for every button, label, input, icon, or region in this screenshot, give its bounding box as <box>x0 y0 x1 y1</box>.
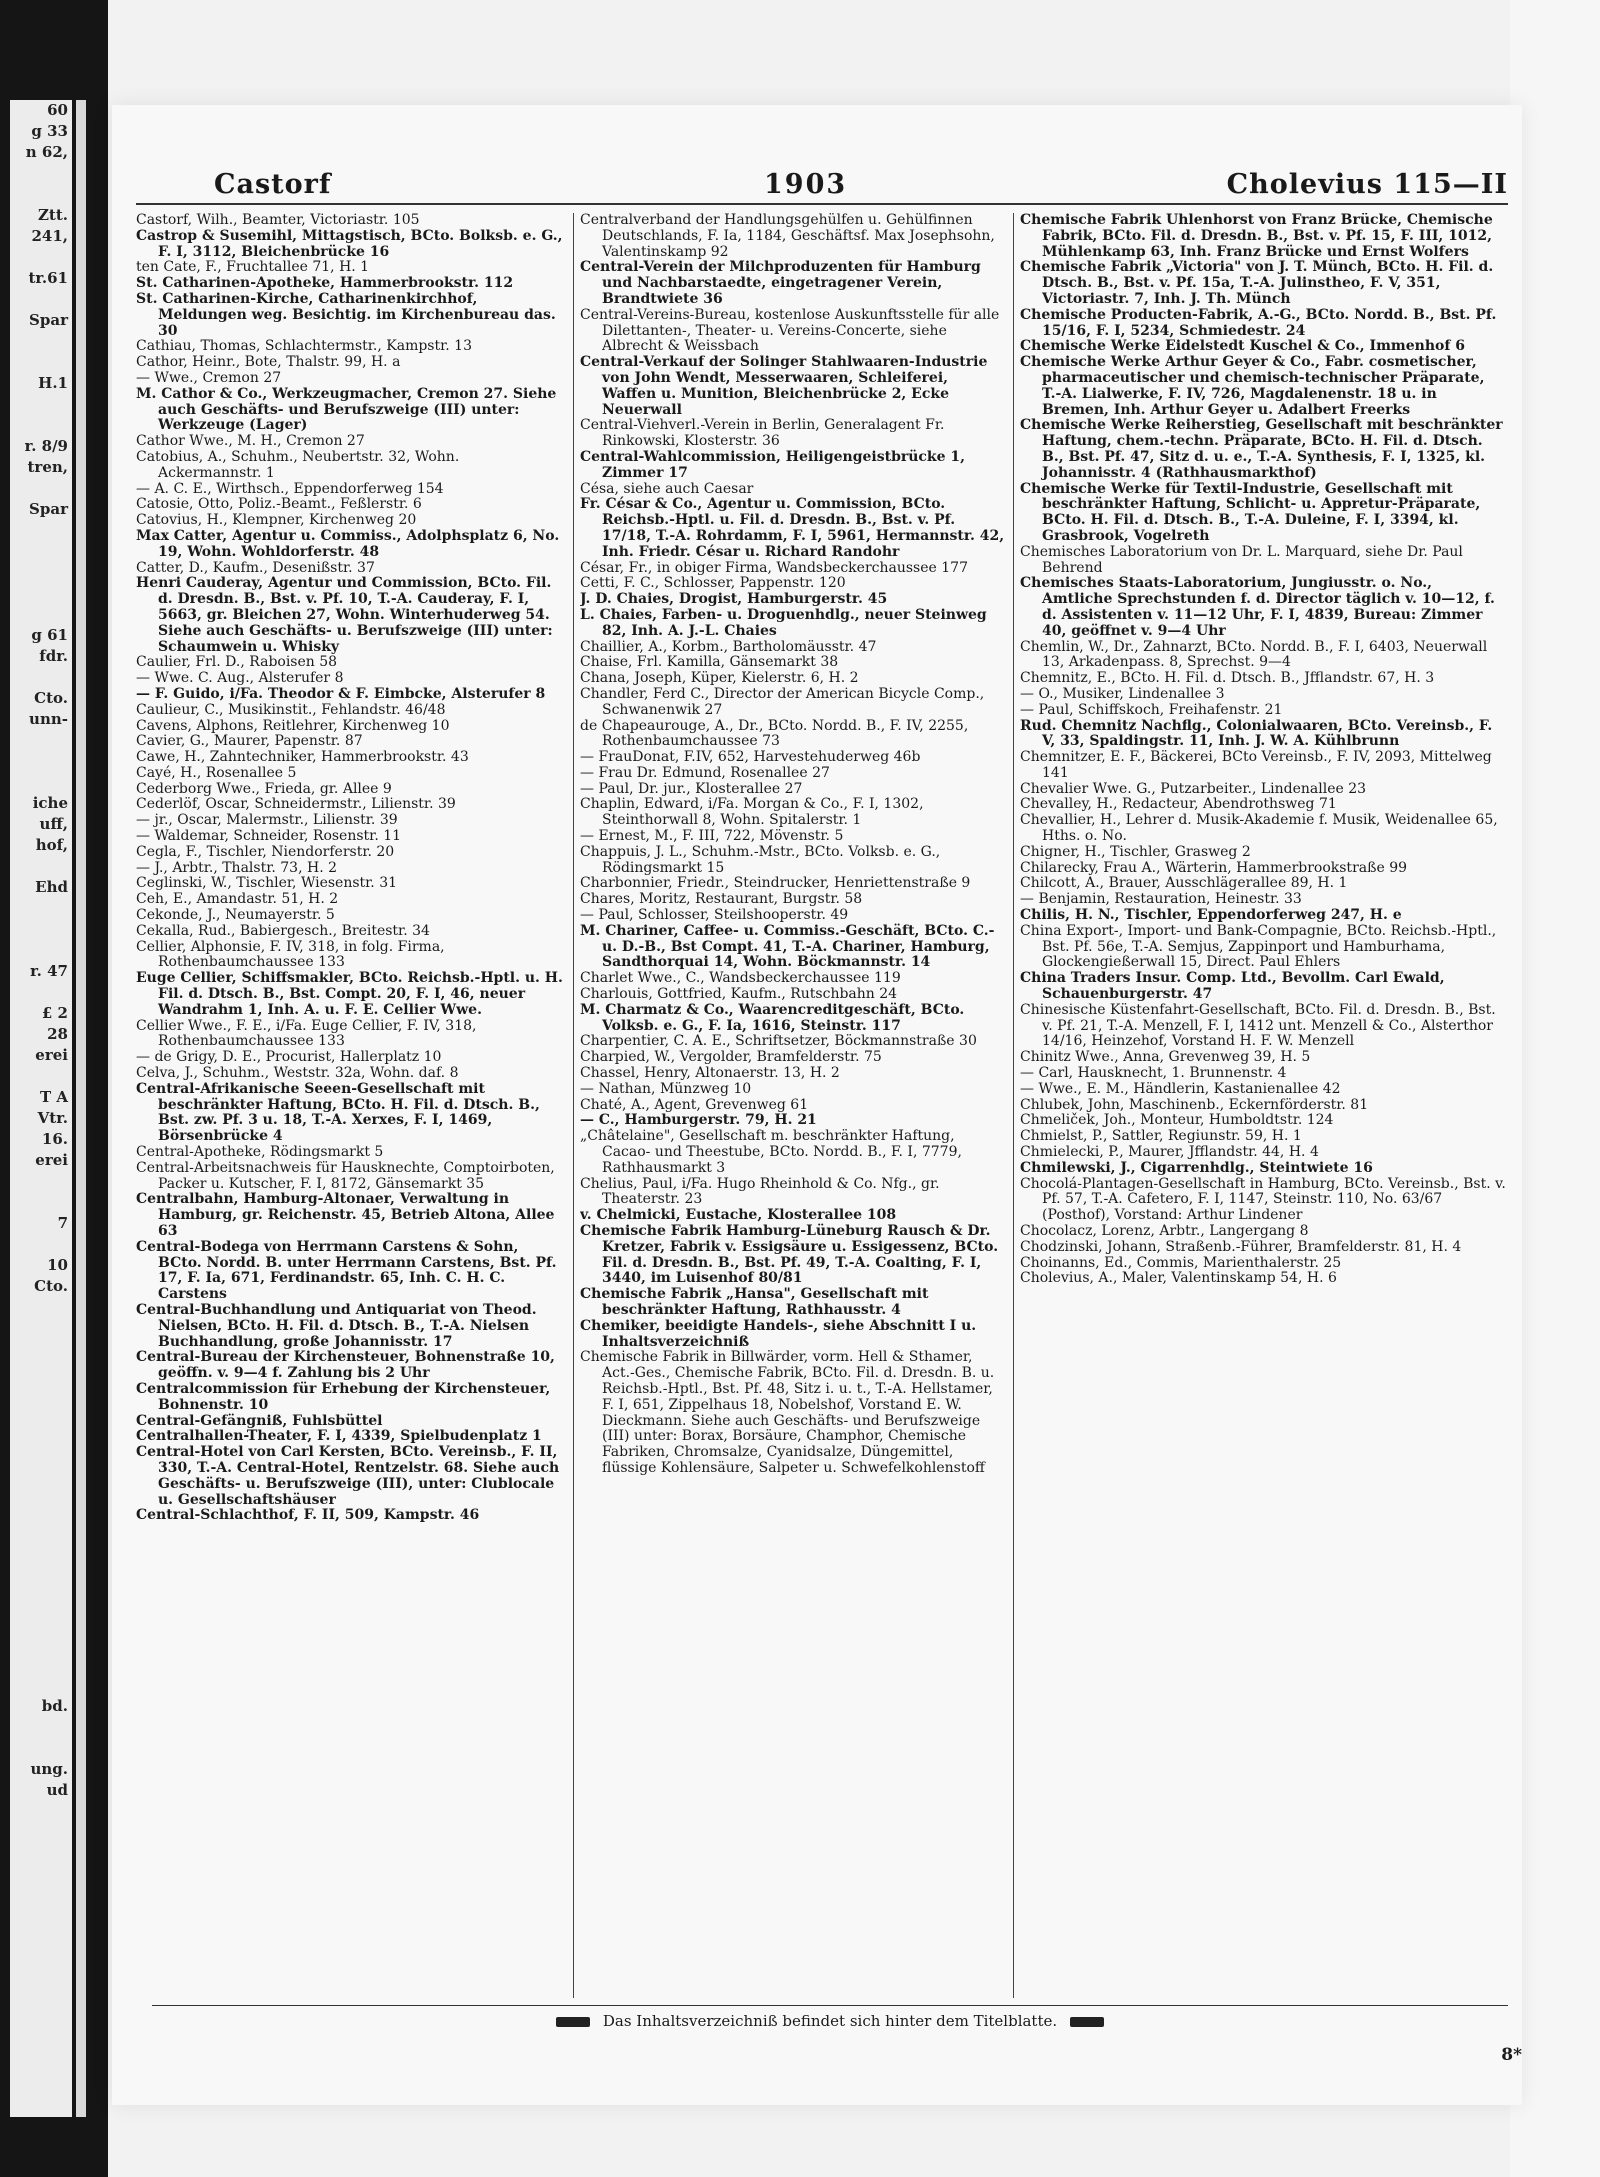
margin-fragment-line: 7 <box>57 1214 68 1232</box>
directory-entry: Central-Apotheke, Rödingsmarkt 5 <box>136 1144 384 1161</box>
directory-entry: Cekonde, J., Neumayerstr. 5 <box>136 907 335 924</box>
directory-entry: Chemnitz, E., BCto. H. Fil. d. Dtsch. B., Jfflandstr. 67, H. 3 <box>1020 670 1435 687</box>
directory-entry: de Chapeaurouge, A., Dr., BCto. Nordd. B., F. IV, 2255, Rothenbaumchaussee 73 <box>580 717 969 750</box>
directory-entry: Chigner, H., Tischler, Grasweg 2 <box>1020 843 1251 860</box>
directory-entry: Rud. Chemnitz Nachflg., Colonialwaaren, BCto. Vereinsb., F. V, 33, Spaldingstr. 11, Inh. J. W. A. Kühlbrunn <box>1020 717 1493 750</box>
margin-fragment-line <box>10 1570 68 1591</box>
directory-entry: Chemiker, beeidigte Handels-, siehe Abschnitt I u. Inhaltsverzeichniß <box>580 1317 977 1350</box>
margin-fragment-line: 60 <box>47 101 68 119</box>
directory-entry: Castorf, Wilh., Beamter, Victoriastr. 105 <box>136 213 420 228</box>
margin-fragment-line: hof, <box>35 836 68 854</box>
directory-entry: Centralverband der Handlungsgehülfen u. Gehülfinnen Deutschlands, F. Ia, 1184, Geschäftsf. Max Josephsohn, Valentinskamp 92 <box>580 213 995 260</box>
margin-fragment-line <box>10 478 68 499</box>
margin-fragment-line: £ 2 <box>41 1004 68 1022</box>
margin-fragment-line: Ehd <box>35 878 68 896</box>
directory-entry: Chemische Werke Arthur Geyer & Co., Fabr. cosmetischer, pharmaceutischer und chemisch-technischer Präparate, T.-A. Lialwerke, F. IV, 726, Magdalenenstr. 18 u. in Bremen, Inh. Arthur Geyer u. Adalbert Freerks <box>1020 354 1485 418</box>
directory-entry: — C., Hamburgerstr. 79, H. 21 <box>580 1112 817 1129</box>
directory-entry: Cavens, Alphons, Reitlehrer, Kirchenweg 10 <box>136 717 450 734</box>
directory-entry: Cellier Wwe., F. E., i/Fa. Euge Cellier, F. IV, 318, Rothenbaumchaussee 133 <box>136 1017 477 1050</box>
margin-fragment-line <box>10 415 68 436</box>
margin-fragment-line: 241, <box>31 227 68 245</box>
directory-page <box>112 105 1522 2105</box>
directory-entry: — Paul, Dr. jur., Klosterallee 27 <box>580 780 803 797</box>
directory-entry: Catovius, H., Klempner, Kirchenweg 20 <box>136 512 417 529</box>
margin-fragment-line: H.1 <box>38 374 68 392</box>
directory-entry: Central-Arbeitsnachweis für Hausknechte, Comptoirboten, Packer u. Kutscher, F. I, 8172, Gänsemarkt 35 <box>136 1159 555 1192</box>
margin-fragment-line <box>10 1402 68 1423</box>
right-margin <box>1510 0 1600 2177</box>
directory-entry: Centralhallen-Theater, F. I, 4339, Spielbudenplatz 1 <box>136 1428 542 1445</box>
directory-entry: Cawe, H., Zahntechniker, Hammerbrookstr. 43 <box>136 749 469 766</box>
directory-entry: Chemisches Staats-Laboratorium, Jungiusstr. o. No., Amtliche Sprechstunden f. d. Director täglich v. 10—12, f. d. Assistenten v. 11—12 Uhr, F. I, 4839, Bureau: Zimmer 40, geöffnet v. 9—4 Uhr <box>1020 575 1495 639</box>
header-first-name: Castorf <box>214 169 332 200</box>
directory-entry: Cavier, G., Maurer, Papenstr. 87 <box>136 733 363 750</box>
directory-entry: Chemisches Laboratorium von Dr. L. Marquard, siehe Dr. Paul Behrend <box>1020 543 1463 576</box>
margin-fragment-line: 16. <box>41 1130 68 1148</box>
margin-fragment-line <box>10 1192 68 1213</box>
directory-entry: v. Chelmicki, Eustache, Klosterallee 108 <box>580 1207 897 1224</box>
directory-entry: Castrop & Susemihl, Mittagstisch, BCto. Bolksb. e. G., F. I, 3112, Bleichenbrücke 16 <box>136 227 563 260</box>
directory-entry: Catosie, Otto, Poliz.-Beamt., Feßlerstr. 6 <box>136 496 422 513</box>
facing-page-fragment <box>10 100 72 2117</box>
margin-fragment-line: Spar <box>29 500 68 518</box>
margin-fragment-line <box>10 1318 68 1339</box>
margin-fragment-line: T A <box>39 1088 68 1106</box>
directory-entry: Charpentier, C. A. E., Schriftsetzer, Böckmannstraße 30 <box>580 1033 977 1050</box>
margin-fragment-line <box>10 1612 68 1633</box>
margin-fragment-line <box>10 583 68 604</box>
margin-fragment-line <box>10 856 68 877</box>
margin-fragment-line: Vtr. <box>37 1109 68 1127</box>
margin-fragment-line <box>10 772 68 793</box>
margin-fragment-line <box>10 667 68 688</box>
directory-entry: — A. C. E., Wirthsch., Eppendorferweg 154 <box>136 480 444 497</box>
margin-fragment-line <box>10 331 68 352</box>
directory-entry: Central-Viehverl.-Verein in Berlin, Generalagent Fr. Rinkowski, Klosterstr. 36 <box>580 417 945 450</box>
margin-fragment-line: r. 47 <box>30 962 68 980</box>
directory-entry: Chemnitzer, E. F., Bäckerei, BCto Vereinsb., F. IV, 2093, Mittelweg 141 <box>1020 749 1492 781</box>
margin-fragment-line <box>10 520 68 541</box>
directory-entry: M. Charmatz & Co., Waarencreditgeschäft, BCto. Volksb. e. G., F. Ia, 1616, Steinstr. 117 <box>580 1001 965 1034</box>
directory-entry: Chemische Fabrik Uhlenhorst von Franz Brücke, Chemische Fabrik, BCto. Fil. d. Dresdn. B., Bst. v. Pf. 15, F. III, 1012, Mühlenkamp 63, Inh. Franz Brücke und Ernst Wolfers <box>1020 213 1493 260</box>
facing-page-edge <box>0 0 108 2177</box>
directory-entry: Chandler, Ferd C., Director der American Bicycle Comp., Schwanenwik 27 <box>580 685 985 718</box>
column-left <box>136 213 566 1998</box>
directory-entry: Chelius, Paul, i/Fa. Hugo Rheinhold & Co. Nfg., gr. Theaterstr. 23 <box>580 1175 940 1208</box>
directory-entry: Central-Verein der Milchproduzenten für Hamburg und Nachbarstaedte, eingetragener Verein, Brandtwiete 36 <box>580 259 981 307</box>
margin-fragment-line: Cto. <box>34 1277 68 1295</box>
directory-entry: Chemische Werke für Textil-Industrie, Gesellschaft mit beschränkter Haftung, Schlicht- u. Appretur-Präparate, BCto. H. Fil. d. Dtsch. B., T.-A. Duleine, F. I, 3394, kl. Grasbrook, Vogelreth <box>1020 480 1481 544</box>
signature-mark: 8* <box>1501 2045 1522 2065</box>
margin-fragment-line <box>10 751 68 772</box>
directory-entry: Ceglinski, W., Tischler, Wiesenstr. 31 <box>136 875 398 892</box>
margin-fragment-line <box>10 1738 68 1759</box>
directory-entry: — Wwe., Cremon 27 <box>136 369 282 386</box>
directory-entry: — O., Musiker, Lindenallee 3 <box>1020 685 1225 702</box>
margin-fragment-line <box>10 1444 68 1465</box>
margin-fragment-line: r. 8/9 <box>24 437 68 455</box>
margin-fragment-line: erei <box>35 1046 68 1064</box>
margin-fragment-line <box>10 1339 68 1360</box>
directory-entry: Chmeliček, Joh., Monteur, Humboldtstr. 124 <box>1020 1112 1334 1129</box>
margin-fragment-line <box>10 919 68 940</box>
directory-entry: Chevalier Wwe. G., Putzarbeiter., Lindenallee 23 <box>1020 780 1367 797</box>
directory-entry: Ceh, E., Amandastr. 51, H. 2 <box>136 891 339 908</box>
directory-entry: Chaise, Frl. Kamilla, Gänsemarkt 38 <box>580 654 839 671</box>
margin-fragment-line <box>10 352 68 373</box>
pointing-hand-icon <box>556 2017 590 2027</box>
margin-fragment-line <box>10 1381 68 1402</box>
directory-entry: Cathiau, Thomas, Schlachtermstr., Kampstr. 13 <box>136 338 472 355</box>
directory-entry: Cathor Wwe., M. H., Cremon 27 <box>136 433 365 450</box>
directory-entry: Central-Buchhandlung und Antiquariat von Theod. Nielsen, BCto. H. Fil. d. Dtsch. B., T.-A. Nielsen Buchhandlung, große Johannisstr. 17 <box>136 1301 537 1350</box>
directory-entry: — F. Guido, i/Fa. Theodor & F. Eimbcke, Alsterufer 8 <box>136 685 546 702</box>
directory-entry: Chocolá-Plantagen-Gesellschaft in Hamburg, BCto. Vereinsb., Bst. v. Pf. 57, T.-A. Cafetero, F. I, 1147, Steinstr. 110, No. 63/67 (Posthof), Vorstand: Arthur Lindener <box>1020 1175 1506 1224</box>
margin-fragment-line: g 33 <box>31 122 68 140</box>
directory-entry: Centralbahn, Hamburg-Altonaer, Verwaltung in Hamburg, gr. Reichenstr. 45, Betrieb Altona, Allee 63 <box>136 1191 555 1239</box>
directory-entry: — Benjamin, Restauration, Heinestr. 33 <box>1020 891 1302 908</box>
directory-entry: Chmielst, P., Sattler, Regiunstr. 59, H. 1 <box>1020 1128 1302 1145</box>
directory-entry: Celva, J., Schuhm., Weststr. 32a, Wohn. daf. 8 <box>136 1065 459 1082</box>
directory-entry: Chlubek, John, Maschinenb., Eckernförderstr. 81 <box>1020 1096 1369 1113</box>
margin-fragment-line <box>10 730 68 751</box>
margin-fragment-line <box>10 541 68 562</box>
pointing-hand-icon <box>1070 2017 1104 2027</box>
directory-entry: Central-Afrikanische Seeen-Gesellschaft mit beschränkter Haftung, BCto. H. Fil. d. Dtsch. B., Bst. zw. Pf. 3 u. 18, T.-A. Xerxes, F. I, 1469, Börsenbrücke 4 <box>136 1080 540 1145</box>
column-right <box>1020 213 1506 1998</box>
margin-fragment-line <box>10 1465 68 1486</box>
directory-entry: Chaté, A., Agent, Grevenweg 61 <box>580 1096 809 1113</box>
directory-entry: St. Catharinen-Kirche, Catharinenkirchhof, Meldungen weg. Besichtig. im Kirchenbureau das. 30 <box>136 290 556 339</box>
margin-fragment-line: n 62, <box>25 143 68 161</box>
margin-fragment-line <box>10 1717 68 1738</box>
margin-fragment-line <box>10 1423 68 1444</box>
margin-fragment-line <box>10 1066 68 1087</box>
directory-entry: Central-Verkauf der Solinger Stahlwaaren-Industrie von John Wendt, Messerwaaren, Schleiferei, Waffen u. Munition, Bleichenbrücke 2, Ecke Neuerwall <box>580 354 988 418</box>
directory-entry: M. Chariner, Caffee- u. Commiss.-Geschäft, BCto. C.- u. D.-B., Bst Compt. 41, T.-A. Chariner, Hamburg, Sandthorquai 14, Wohn. Böckmannstr. 14 <box>580 922 995 971</box>
directory-entry: Chares, Moritz, Restaurant, Burgstr. 58 <box>580 891 863 908</box>
header-year: 1903 <box>764 169 848 200</box>
directory-entry: César, Fr., in obiger Firma, Wandsbeckerchaussee 177 <box>580 559 968 576</box>
directory-entry: China Traders Insur. Comp. Ltd., Bevollm. Carl Ewald, Schauenburgerstr. 47 <box>1020 970 1445 1003</box>
directory-entry: Cayé, H., Rosenallee 5 <box>136 764 297 781</box>
margin-fragment-line: iche <box>32 794 68 812</box>
directory-entry: — Paul, Schlosser, Steilshooperstr. 49 <box>580 907 849 924</box>
directory-entry: Chevalley, H., Redacteur, Abendrothsweg 71 <box>1020 796 1337 813</box>
directory-entry: Chinesische Küstenfahrt-Gesellschaft, BCto. Fil. d. Dresdn. B., Bst. v. Pf. 21, T.-A. Menzell, F. I, 1412 unt. Menzell & Co., Alsterthor 14/16, Heinzehof, Vorstand H. F. W. Menzell <box>1020 1001 1496 1050</box>
book-gutter <box>76 100 86 2117</box>
directory-entry: Chilis, H. N., Tischler, Eppendorferweg 247, H. e <box>1020 907 1402 924</box>
directory-entry: Chilarecky, Frau A., Wärterin, Hammerbrookstraße 99 <box>1020 859 1408 876</box>
directory-entry: — Nathan, Münzweg 10 <box>580 1080 752 1097</box>
directory-entry: Central-Bureau der Kirchensteuer, Bohnenstraße 10, geöffn. v. 9—4 f. Zahlung bis 2 Uhr <box>136 1349 555 1382</box>
directory-entry: Cathor, Heinr., Bote, Thalstr. 99, H. a <box>136 354 401 371</box>
margin-fragment-line <box>10 163 68 184</box>
directory-entry: Chmielecki, P., Maurer, Jfflandstr. 44, H. 4 <box>1020 1144 1319 1161</box>
directory-entry: Chemische Fabrik Hamburg-Lüneburg Rausch & Dr. Kretzer, Fabrik v. Essigsäure u. Essigessenz, BCto. Fil. d. Dresdn. B., Bst. Pf. 49, T.-A. Coalting, F. I, 3440, im Luisenhof 80/81 <box>580 1223 999 1287</box>
directory-entry: Chocolacz, Lorenz, Arbtr., Langergang 8 <box>1020 1223 1309 1239</box>
directory-entry: Chevallier, H., Lehrer d. Musik-Akademie f. Musik, Weidenallee 65, Hths. o. No. <box>1020 812 1498 845</box>
margin-fragment-line: 10 <box>47 1256 68 1274</box>
directory-entry: — Wwe. C. Aug., Alsterufer 8 <box>136 670 344 687</box>
margin-fragment-line <box>10 1486 68 1507</box>
directory-entry: Caulieur, C., Musikinstit., Fehlandstr. 46/48 <box>136 701 446 718</box>
directory-entry: Cholevius, A., Maler, Valentinskamp 54, H. 6 <box>1020 1270 1337 1287</box>
directory-entry: J. D. Chaies, Drogist, Hamburgerstr. 45 <box>580 591 888 608</box>
directory-entry: Cellier, Alphonsie, F. IV, 318, in folg. Firma, Rothenbaumchaussee 133 <box>136 938 445 971</box>
margin-fragment-line <box>10 1507 68 1528</box>
directory-entry: China Export-, Import- und Bank-Compagnie, BCto. Reichsb.-Hptl., Bst. Pf. 56e, T.-A. Semjus, Zappinport und Hamburhama, Glockengießerwall 15, Direct. Paul Ehlers <box>1020 922 1497 971</box>
directory-entry: Charlouis, Gottfried, Kaufm., Rutschbahn 24 <box>580 986 898 1003</box>
directory-entry: Cegla, F., Tischler, Niendorferstr. 20 <box>136 843 395 860</box>
directory-entry: Charlet Wwe., C., Wandsbeckerchaussee 119 <box>580 970 901 987</box>
margin-fragment-line: g 61 <box>31 626 68 644</box>
margin-fragment-line: erei <box>35 1151 68 1169</box>
directory-entry: Cekalla, Rud., Babiergesch., Breitestr. 34 <box>136 922 430 939</box>
directory-entry: Chemische Fabrik „Hansa", Gesellschaft mit beschränkter Haftung, Rathhausstr. 4 <box>580 1286 929 1318</box>
directory-entry: Charbonnier, Friedr., Steindrucker, Henriettenstraße 9 <box>580 875 971 892</box>
margin-fragment-line <box>10 562 68 583</box>
margin-fragment-line: ud <box>46 1781 68 1799</box>
running-header <box>136 165 1508 205</box>
directory-entry: Central-Bodega von Herrmann Carstens & Sohn, BCto. Nordd. B. unter Herrmann Carstens, Bst. Pf. 17, F. Ia, 671, Ferdinandstr. 65, Inh. C. H. C. Carstens <box>136 1238 557 1303</box>
directory-entry: Cederlöf, Oscar, Schneidermstr., Lilienstr. 39 <box>136 796 456 813</box>
directory-entry: — Ernest, M., F. III, 722, Mövenstr. 5 <box>580 828 844 845</box>
margin-fragment-line <box>10 1633 68 1654</box>
directory-entry: Chassel, Henry, Altonaerstr. 13, H. 2 <box>580 1065 840 1082</box>
margin-fragment-line <box>10 1675 68 1696</box>
directory-entry: Chappuis, J. L., Schuhm.-Mstr., BCto. Volksb. e. G., Rödingsmarkt 15 <box>580 843 941 876</box>
directory-entry: Catobius, A., Schuhm., Neubertstr. 32, Wohn. Ackermannstr. 1 <box>136 448 460 481</box>
directory-entry: Fr. César & Co., Agentur u. Commission, BCto. Reichsb.-Hptl. u. Fil. d. Dresdn. B., Bst. v. Pf. 17/18, T.-A. Rohrdamm, F. I, 5961, Hermannstr. 42, Inh. Friedr. César u. Richard Randohr <box>580 496 1005 560</box>
directory-entry: Choinanns, Ed., Commis, Marienthalerstr. 25 <box>1020 1254 1342 1271</box>
header-last-name-and-page: Cholevius 115—II <box>1226 169 1508 200</box>
margin-fragment-line <box>10 940 68 961</box>
margin-fragment-line: tren, <box>27 458 68 476</box>
directory-columns <box>136 213 1508 1998</box>
margin-fragment-line <box>10 1654 68 1675</box>
margin-fragment-line: bd. <box>41 1697 68 1715</box>
directory-entry: — Paul, Schiffskoch, Freihafenstr. 21 <box>1020 701 1283 718</box>
directory-entry: Centralcommission für Erhebung der Kirchensteuer, Bohnenstr. 10 <box>136 1380 551 1413</box>
margin-fragment-line: fdr. <box>39 647 68 665</box>
margin-fragment-line <box>10 1528 68 1549</box>
directory-entry: Central-Gefängniß, Fuhlsbüttel <box>136 1412 383 1429</box>
directory-entry: — FrauDonat, F.IV, 652, Harvestehuderweg 46b <box>580 749 921 766</box>
margin-fragment-line: uff, <box>39 815 68 833</box>
directory-entry: — jr., Oscar, Malermstr., Lilienstr. 39 <box>136 812 398 829</box>
margin-fragment-line: tr.61 <box>28 269 68 287</box>
margin-fragment-line: Spar <box>29 311 68 329</box>
margin-fragment-line <box>10 289 68 310</box>
directory-entry: Caulier, Frl. D., Raboisen 58 <box>136 654 338 671</box>
directory-entry: Chemische Fabrik in Billwärder, vorm. Hell & Sthamer, Act.-Ges., Chemische Fabrik, BCto. Fil. d. Dresdn. B. u. Reichsb.-Hptl., Bst. Pf. 48, Sitz i. u. t., T.-A. Hellstamer, F. I, 651, Zippelhaus 18, Nobelshof, Vorstand E. W. Dieckmann. Siehe auch Geschäfts- und Berufszweige (III) unter: Borax, Borsäure, Champhor, Chemische Fabriken, Chromsalze, Cyanidsalze, Düngemittel, flüssige Kohlensäure, Salpeter u. Schwefelkohlenstoff <box>580 1349 995 1476</box>
directory-entry: Chinitz Wwe., Anna, Grevenweg 39, H. 5 <box>1020 1049 1311 1066</box>
directory-entry: — J., Arbtr., Thalstr. 73, H. 2 <box>136 859 337 876</box>
directory-entry: Chemlin, W., Dr., Zahnarzt, BCto. Nordd. B., F. I, 6403, Neuerwall 13, Arkadenpass. 8, Sprechst. 9—4 <box>1020 638 1488 671</box>
directory-entry: Central-Wahlcommission, Heiligengeistbrücke 1, Zimmer 17 <box>580 448 966 481</box>
margin-fragment-line <box>10 1360 68 1381</box>
directory-entry: L. Chaies, Farben- u. Droguenhdlg., neuer Steinweg 82, Inh. A. J.-L. Chaies <box>580 606 987 639</box>
directory-entry: — Carl, Hausknecht, 1. Brunnenstr. 4 <box>1020 1065 1287 1082</box>
directory-entry: — Frau Dr. Edmund, Rosenallee 27 <box>580 764 830 781</box>
directory-entry: Chodzinski, Johann, Straßenb.-Führer, Bramfelderstr. 81, H. 4 <box>1020 1238 1462 1255</box>
directory-entry: Cederborg Wwe., Frieda, gr. Allee 9 <box>136 780 392 797</box>
directory-entry: Cetti, F. C., Schlosser, Pappenstr. 120 <box>580 575 846 592</box>
directory-entry: Central-Hotel von Carl Kersten, BCto. Vereinsb., F. II, 330, T.-A. Central-Hotel, Rentzelstr. 68. Siehe auch Geschäfts- u. Berufszweige (III), unter: Clublocale u. Gesellschaftshäuser <box>136 1444 560 1508</box>
directory-entry: Chemische Fabrik „Victoria" von J. T. Münch, BCto. H. Fil. d. Dtsch. B., Bst. v. Pf. 15a, T.-A. Julinstheo, F. V, 351, Victoriastr. 7, Inh. J. Th. Münch <box>1020 259 1494 307</box>
margin-fragment-line <box>10 1549 68 1570</box>
margin-fragment-line <box>10 604 68 625</box>
column-divider <box>573 213 574 1998</box>
directory-entry: M. Cathor & Co., Werkzeugmacher, Cremon 27. Siehe auch Geschäfts- und Berufszweige (III) unter: Werkzeuge (Lager) <box>136 385 557 434</box>
directory-entry: Chemische Werke Reiherstieg, Gesellschaft mit beschränkter Haftung, chem.-techn. Präparate, BCto. H. Fil. d. Dtsch. B., Bst. Pf. 47, Sitz d. u. e., T.-A. Synthesis, F. I, 1325, kl. Johannisstr. 4 (Rathhausmarkthof) <box>1020 417 1503 481</box>
directory-entry: Chmilewski, J., Cigarrenhdlg., Steintwiete 16 <box>1020 1159 1373 1176</box>
margin-fragment-line <box>10 247 68 268</box>
margin-fragment-line <box>10 1591 68 1612</box>
margin-fragment-line <box>10 898 68 919</box>
directory-entry: Catter, D., Kaufm., Desenißstr. 37 <box>136 559 375 576</box>
margin-fragment-line <box>10 1297 68 1318</box>
directory-entry: ten Cate, F., Fruchtallee 71, H. 1 <box>136 259 370 276</box>
directory-entry: — Waldemar, Schneider, Rosenstr. 11 <box>136 828 402 845</box>
directory-entry: Max Catter, Agentur u. Commiss., Adolphsplatz 6, No. 19, Wohn. Wohldorferstr. 48 <box>136 527 560 560</box>
margin-fragment-line <box>10 982 68 1003</box>
column-divider <box>1013 213 1014 1998</box>
directory-entry: Central-Schlachthof, F. II, 509, Kampstr. 46 <box>136 1507 480 1524</box>
margin-fragment-line: Cto. <box>34 689 68 707</box>
directory-entry: Henri Cauderay, Agentur und Commission, BCto. Fil. d. Dresdn. B., Bst. v. Pf. 10, T.-A. Cauderay, F. I, 5663, gr. Bleichen 27, Wohn. Winterhuderweg 54. Siehe auch Geschäfts- u. Berufszweige (III) unter: Schaumwein u. Whisky <box>136 575 553 655</box>
margin-fragment-line: unn- <box>29 710 68 728</box>
directory-entry: Chemische Werke Eidelstedt Kuschel & Co., Immenhof 6 <box>1020 338 1465 355</box>
directory-entry: Chilcott, A., Brauer, Ausschlägerallee 89, H. 1 <box>1020 875 1348 892</box>
directory-entry: „Châtelaine", Gesellschaft m. beschränkter Haftung, Cacao- und Theestube, BCto. Nordd. B., F. I, 7779, Rathhausmarkt 3 <box>580 1128 962 1176</box>
directory-entry: Chaillier, A., Korbm., Bartholomäusstr. 47 <box>580 638 877 655</box>
directory-entry: Chana, Joseph, Küper, Kielerstr. 6, H. 2 <box>580 670 859 687</box>
directory-entry: — de Grigy, D. E., Procurist, Hallerplatz 10 <box>136 1049 442 1066</box>
margin-fragment-line <box>10 1234 68 1255</box>
margin-fragment-line <box>10 1171 68 1192</box>
margin-fragment-line: Ztt. <box>37 206 68 224</box>
footer-text: Das Inhaltsverzeichniß befindet sich hinter dem Titelblatte. <box>602 2012 1058 2030</box>
margin-fragment-line <box>10 184 68 205</box>
directory-entry: Chaplin, Edward, i/Fa. Morgan & Co., F. I, 1302, Steinthorwall 8, Wohn. Spitalerstr. 1 <box>580 796 924 829</box>
directory-entry: Central-Vereins-Bureau, kostenlose Auskunftsstelle für alle Dilettanten-, Theater- u. Vereins-Concerte, siehe Albrecht & Weissbach <box>580 306 1000 355</box>
column-middle <box>580 213 1006 1998</box>
footer-note <box>152 2005 1508 2042</box>
directory-entry: St. Catharinen-Apotheke, Hammerbrookstr. 112 <box>136 275 514 292</box>
directory-entry: Césa, siehe auch Caesar <box>580 480 754 497</box>
directory-entry: Euge Cellier, Schiffsmakler, BCto. Reichsb.-Hptl. u. H. Fil. d. Dtsch. B., Bst. Compt. 20, F. I, 46, neuer Wandrahm 1, Inh. A. u. F. E. Cellier Wwe. <box>136 970 563 1018</box>
directory-entry: — Wwe., E. M., Händlerin, Kastanienallee 42 <box>1020 1080 1341 1097</box>
directory-entry: Charpied, W., Vergolder, Bramfelderstr. 75 <box>580 1049 882 1066</box>
margin-fragment-line: ung. <box>30 1760 68 1778</box>
margin-fragment-line <box>10 394 68 415</box>
directory-entry: Chemische Producten-Fabrik, A.-G., BCto. Nordd. B., Bst. Pf. 15/16, F. I, 5234, Schmiedestr. 24 <box>1020 306 1497 339</box>
margin-fragment-line: 28 <box>47 1025 68 1043</box>
